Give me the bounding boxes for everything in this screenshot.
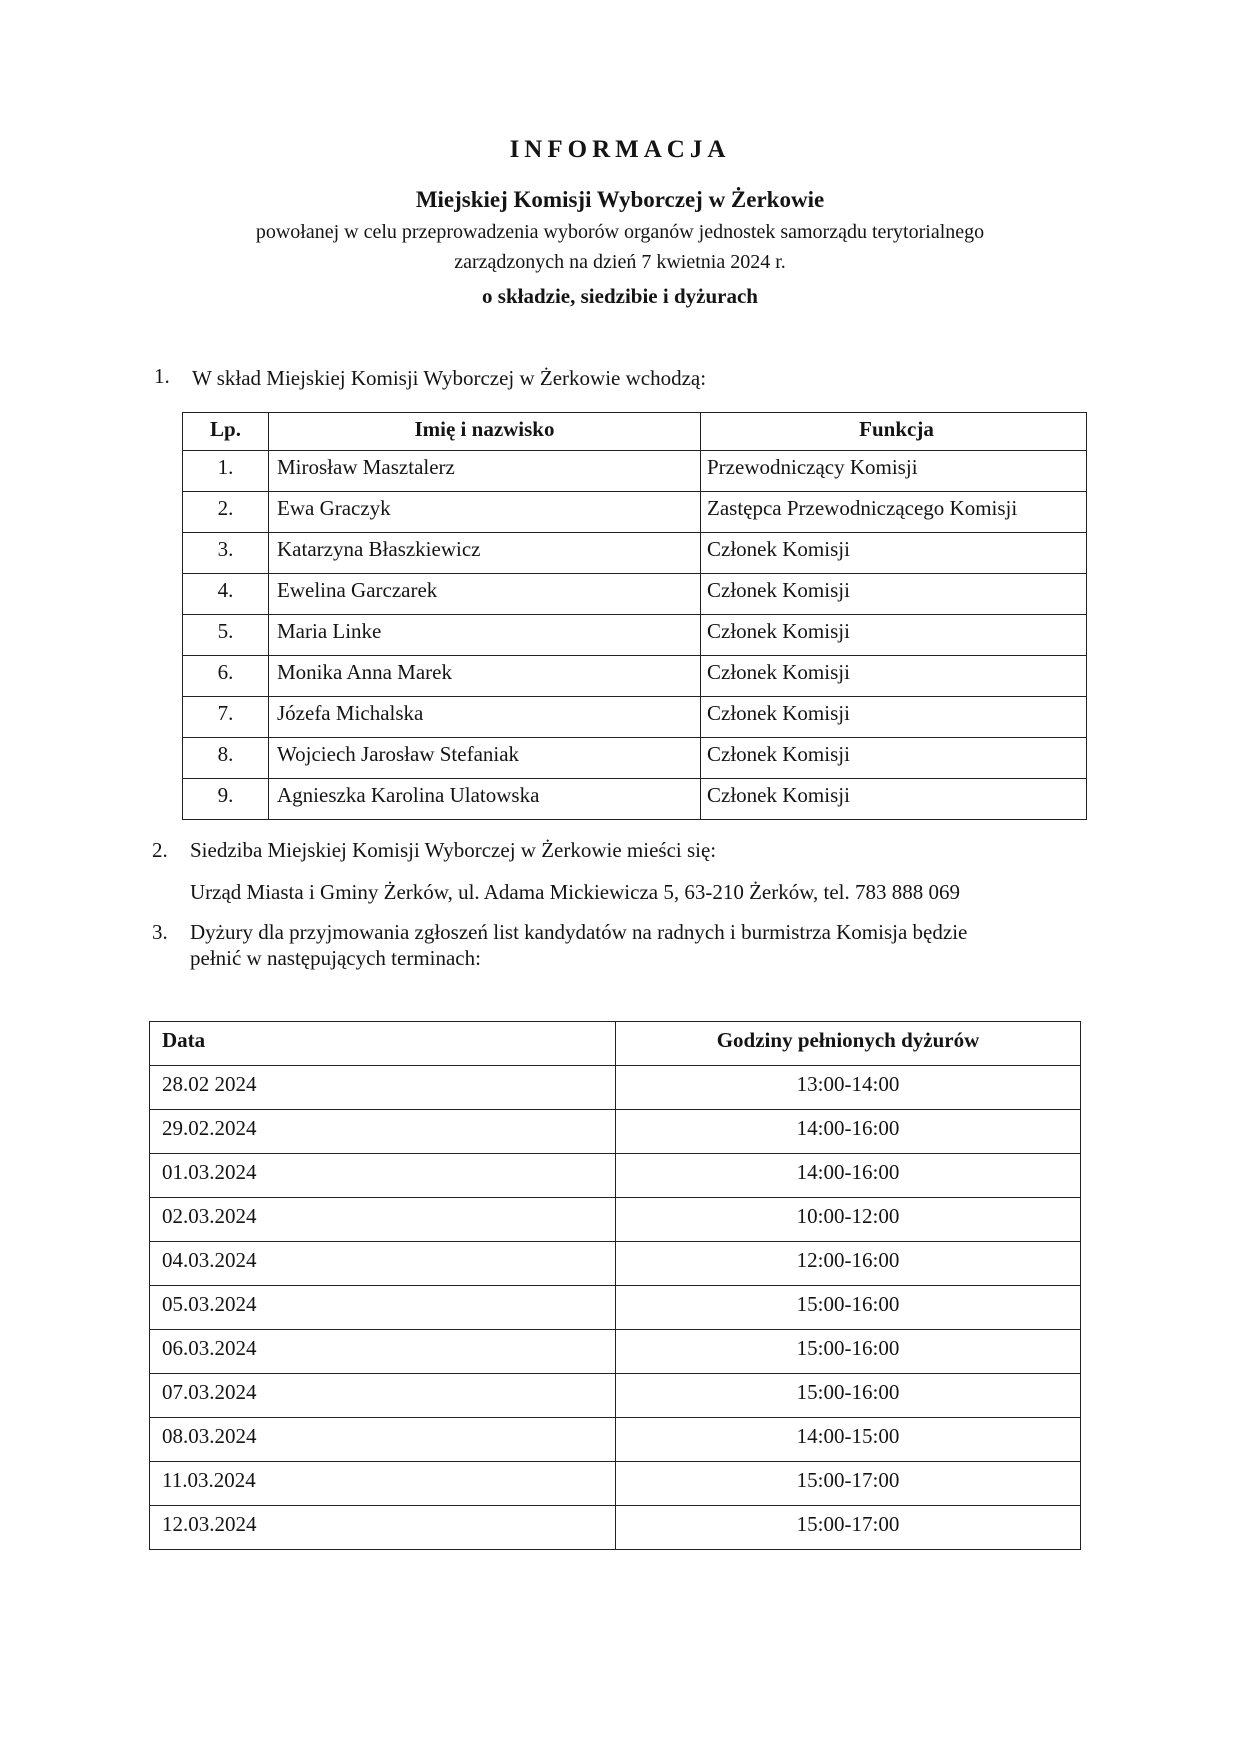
members-header-function: Funkcja [701, 413, 1087, 451]
duty-date: 06.03.2024 [150, 1330, 616, 1374]
member-lp: 8. [183, 738, 269, 779]
duty-table-row [150, 1286, 1081, 1330]
duty-hours: 13:00-14:00 [616, 1066, 1081, 1110]
section2-text: Siedziba Miejskiej Komisji Wyborczej w Żerkowie mieści się: [190, 838, 717, 862]
member-name: Mirosław Masztalerz [269, 451, 701, 492]
duty-date: 12.03.2024 [150, 1506, 616, 1550]
duty-date: 05.03.2024 [150, 1286, 616, 1330]
duty-table-row [150, 1330, 1081, 1374]
member-lp: 3. [183, 533, 269, 574]
duty-hours-table [149, 1021, 1081, 1550]
duty-hours: 15:00-17:00 [616, 1506, 1081, 1550]
members-table-row [183, 615, 1087, 656]
member-lp: 7. [183, 697, 269, 738]
duty-hours: 15:00-16:00 [616, 1286, 1081, 1330]
member-lp: 5. [183, 615, 269, 656]
duty-date: 28.02 2024 [150, 1066, 616, 1110]
members-header-lp: Lp. [183, 413, 269, 451]
member-function: Zastępca Przewodniczącego Komisji [701, 492, 1087, 533]
duty-date: 02.03.2024 [150, 1198, 616, 1242]
member-name: Maria Linke [269, 615, 701, 656]
section1-text: W skład Miejskiej Komisji Wyborczej w Żerkowie wchodzą: [192, 366, 707, 390]
document-intro-line2: zarządzonych na dzień 7 kwietnia 2024 r. [454, 251, 786, 273]
members-header-name: Imię i nazwisko [269, 413, 701, 451]
member-name: Ewa Graczyk [269, 492, 701, 533]
duty-table-row [150, 1198, 1081, 1242]
members-table-row [183, 451, 1087, 492]
duty-header-hours: Godziny pełnionych dyżurów [616, 1022, 1081, 1066]
member-function: Przewodniczący Komisji [701, 451, 1087, 492]
member-lp: 6. [183, 656, 269, 697]
duty-date: 08.03.2024 [150, 1418, 616, 1462]
duty-date: 11.03.2024 [150, 1462, 616, 1506]
duty-table-row [150, 1462, 1081, 1506]
member-function: Członek Komisji [701, 615, 1087, 656]
member-name: Ewelina Garczarek [269, 574, 701, 615]
document-topic: o składzie, siedzibie i dyżurach [482, 284, 758, 308]
member-name: Monika Anna Marek [269, 656, 701, 697]
section3-text-line2: pełnić w następujących terminach: [190, 946, 481, 970]
section3-number: 3. [152, 920, 168, 944]
duty-header-date: Data [150, 1022, 616, 1066]
section1-number: 1. [154, 364, 170, 388]
members-table [182, 412, 1087, 820]
member-name: Wojciech Jarosław Stefaniak [269, 738, 701, 779]
member-name: Katarzyna Błaszkiewicz [269, 533, 701, 574]
duty-table-row [150, 1418, 1081, 1462]
duty-hours: 10:00-12:00 [616, 1198, 1081, 1242]
members-table-row [183, 492, 1087, 533]
section3-text-line1: Dyżury dla przyjmowania zgłoszeń list kandydatów na radnych i burmistrza Komisja będzie [190, 920, 968, 944]
member-function: Członek Komisji [701, 533, 1087, 574]
section2-address: Urząd Miasta i Gminy Żerków, ul. Adama Mickiewicza 5, 63-210 Żerków, tel. 783 888 069 [190, 880, 961, 904]
duty-hours: 14:00-16:00 [616, 1154, 1081, 1198]
member-function: Członek Komisji [701, 656, 1087, 697]
section2-number: 2. [152, 838, 168, 862]
duty-hours: 14:00-16:00 [616, 1110, 1081, 1154]
member-lp: 1. [183, 451, 269, 492]
members-table-row [183, 533, 1087, 574]
duty-date: 01.03.2024 [150, 1154, 616, 1198]
duty-hours: 15:00-16:00 [616, 1374, 1081, 1418]
member-function: Członek Komisji [701, 697, 1087, 738]
duty-table-header-row [150, 1022, 1081, 1066]
duty-table-row [150, 1066, 1081, 1110]
members-table-row [183, 656, 1087, 697]
member-name: Agnieszka Karolina Ulatowska [269, 779, 701, 820]
document-title: INFORMACJA [509, 136, 731, 163]
members-table-row [183, 697, 1087, 738]
duty-table-row [150, 1154, 1081, 1198]
duty-date: 04.03.2024 [150, 1242, 616, 1286]
duty-table-row [150, 1374, 1081, 1418]
member-lp: 2. [183, 492, 269, 533]
duty-date: 29.02.2024 [150, 1110, 616, 1154]
member-function: Członek Komisji [701, 779, 1087, 820]
members-table-row [183, 738, 1087, 779]
members-table-row [183, 779, 1087, 820]
member-function: Członek Komisji [701, 738, 1087, 779]
member-function: Członek Komisji [701, 574, 1087, 615]
members-table-header-row [183, 413, 1087, 451]
member-lp: 9. [183, 779, 269, 820]
duty-hours: 15:00-17:00 [616, 1462, 1081, 1506]
duty-hours: 14:00-15:00 [616, 1418, 1081, 1462]
member-lp: 4. [183, 574, 269, 615]
member-name: Józefa Michalska [269, 697, 701, 738]
duty-hours: 15:00-16:00 [616, 1330, 1081, 1374]
duty-table-row [150, 1506, 1081, 1550]
duty-table-row [150, 1110, 1081, 1154]
members-table-row [183, 574, 1087, 615]
duty-hours: 12:00-16:00 [616, 1242, 1081, 1286]
duty-table-row [150, 1242, 1081, 1286]
document-subtitle: Miejskiej Komisji Wyborczej w Żerkowie [415, 187, 825, 212]
document-intro-line1: powołanej w celu przeprowadzenia wyborów organów jednostek samorządu terytorialnego [255, 221, 985, 243]
duty-date: 07.03.2024 [150, 1374, 616, 1418]
